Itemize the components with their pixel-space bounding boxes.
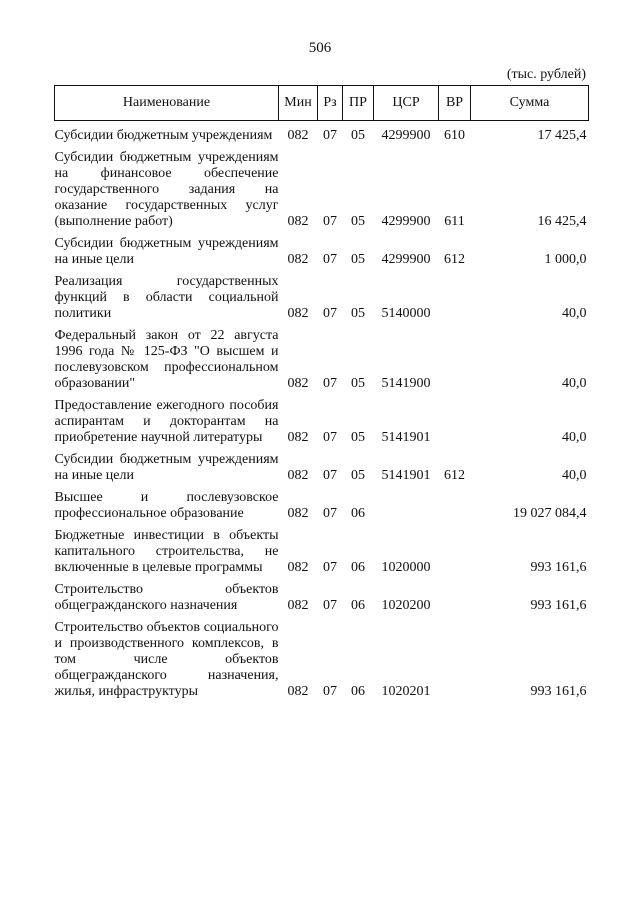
row-vr — [439, 576, 471, 614]
table-row — [55, 322, 589, 392]
row-rz: 07 — [323, 684, 337, 699]
row-min: 082 — [287, 252, 309, 267]
row-sum: 40,0 — [562, 430, 587, 445]
table-row — [55, 144, 589, 230]
header-pr: ПР — [343, 86, 374, 121]
row-rz: 07 — [323, 430, 337, 445]
row-min: 082 — [287, 430, 309, 445]
row-name: Бюджетные инвестиции в объекты капитального строительства, не включенные в целевые программы — [54, 528, 279, 575]
header-rz: Рз — [318, 86, 343, 121]
row-min: 082 — [287, 306, 309, 321]
row-sum: 1 000,0 — [544, 252, 587, 267]
row-min: 082 — [287, 128, 309, 143]
row-pr: 06 — [351, 560, 365, 575]
row-vr — [439, 268, 471, 322]
row-name: Субсидии бюджетным учреждениям на иные цели — [54, 236, 279, 267]
row-name: Субсидии бюджетным учреждениям на финансовое обеспечение государственного задания на оказание государственных услуг (выполнение работ) — [54, 150, 279, 229]
header-vr: ВР — [439, 86, 471, 121]
header-min: Мин — [279, 86, 318, 121]
row-sum: 16 425,4 — [537, 214, 587, 229]
row-pr: 05 — [351, 214, 365, 229]
row-name: Субсидии бюджетным учреждениям на иные цели — [54, 452, 279, 483]
table-header — [55, 86, 589, 121]
row-csr: 4299900 — [381, 252, 431, 267]
row-name: Строительство объектов общегражданского назначения — [54, 582, 279, 613]
row-rz: 07 — [323, 560, 337, 575]
row-csr — [374, 484, 439, 522]
row-csr: 4299900 — [381, 128, 431, 143]
units-label: (тыс. рублей) — [506, 67, 586, 82]
row-sum: 17 425,4 — [537, 128, 587, 143]
row-csr: 5141901 — [381, 468, 431, 483]
row-vr — [439, 484, 471, 522]
row-vr: 612 — [444, 252, 465, 267]
row-csr: 5141901 — [381, 430, 431, 445]
budget-table — [54, 85, 589, 700]
table-row — [55, 614, 589, 700]
row-csr: 5141900 — [381, 376, 431, 391]
row-csr: 4299900 — [381, 214, 431, 229]
row-pr: 05 — [351, 128, 365, 143]
row-rz: 07 — [323, 468, 337, 483]
row-rz: 07 — [323, 306, 337, 321]
row-csr: 1020200 — [381, 598, 431, 613]
row-vr — [439, 392, 471, 446]
table-row — [55, 268, 589, 322]
row-vr — [439, 322, 471, 392]
header-csr: ЦСР — [374, 86, 439, 121]
row-rz: 07 — [323, 214, 337, 229]
row-min: 082 — [287, 560, 309, 575]
row-min: 082 — [287, 376, 309, 391]
row-sum: 19 027 084,4 — [513, 506, 587, 521]
table-row — [55, 392, 589, 446]
table-row — [55, 230, 589, 268]
row-vr — [439, 614, 471, 700]
table-row — [55, 121, 589, 145]
header-sum: Сумма — [471, 86, 589, 121]
row-sum: 993 161,6 — [530, 684, 587, 699]
row-csr: 1020000 — [381, 560, 431, 575]
row-pr: 05 — [351, 430, 365, 445]
row-sum: 40,0 — [562, 468, 587, 483]
row-pr: 05 — [351, 306, 365, 321]
table-body — [55, 121, 589, 701]
row-pr: 06 — [351, 598, 365, 613]
row-pr: 06 — [351, 506, 365, 521]
row-sum: 993 161,6 — [530, 598, 587, 613]
row-sum: 993 161,6 — [530, 560, 587, 575]
page-number: 506 — [308, 40, 332, 56]
header-name: Наименование — [55, 86, 279, 121]
row-name: Федеральный закон от 22 августа 1996 года № 125-ФЗ "О высшем и послевузовском профессиональном образовании" — [54, 328, 279, 391]
row-min: 082 — [287, 468, 309, 483]
row-name: Реализация государственных функций в области социальной политики — [54, 274, 279, 321]
row-pr: 05 — [351, 376, 365, 391]
row-min: 082 — [287, 214, 309, 229]
table-row — [55, 522, 589, 576]
row-vr: 612 — [444, 468, 465, 483]
row-min: 082 — [287, 684, 309, 699]
row-min: 082 — [287, 598, 309, 613]
row-pr: 05 — [351, 468, 365, 483]
row-rz: 07 — [323, 376, 337, 391]
row-vr — [439, 522, 471, 576]
row-name: Предоставление ежегодного пособия аспирантам и докторантам на приобретение научной литературы — [54, 398, 279, 445]
row-sum: 40,0 — [562, 376, 587, 391]
row-rz: 07 — [323, 598, 337, 613]
row-vr: 610 — [444, 128, 465, 143]
row-rz: 07 — [323, 506, 337, 521]
row-pr: 05 — [351, 252, 365, 267]
table-row — [55, 576, 589, 614]
row-vr: 611 — [444, 214, 465, 229]
row-min: 082 — [287, 506, 309, 521]
row-sum: 40,0 — [562, 306, 587, 321]
row-rz: 07 — [323, 128, 337, 143]
row-name: Субсидии бюджетным учреждениям — [54, 128, 273, 143]
row-name: Высшее и послевузовское профессиональное образование — [54, 490, 279, 521]
row-csr: 1020201 — [381, 684, 431, 699]
row-name: Строительство объектов социального и производственного комплексов, в том числе объектов общегражданского назначения, жилья, инфраструктуры — [54, 620, 279, 699]
row-csr: 5140000 — [381, 306, 431, 321]
row-pr: 06 — [351, 684, 365, 699]
row-rz: 07 — [323, 252, 337, 267]
table-row — [55, 484, 589, 522]
table-row — [55, 446, 589, 484]
